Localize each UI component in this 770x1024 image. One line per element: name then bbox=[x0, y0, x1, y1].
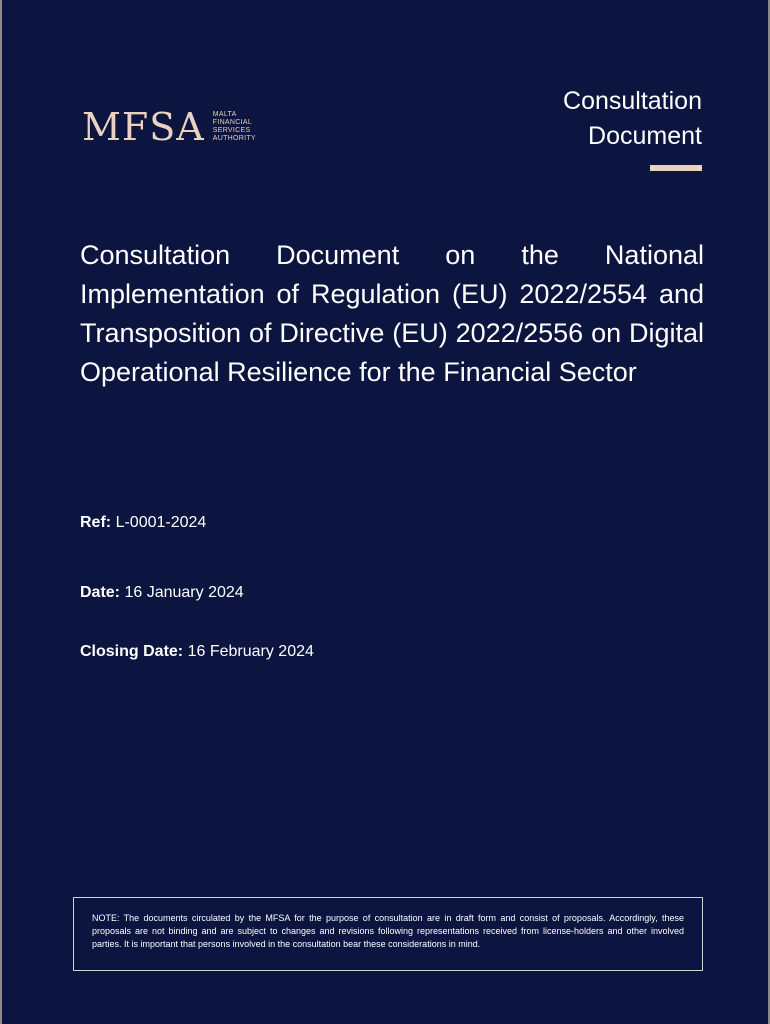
mfsa-logo bbox=[82, 105, 256, 149]
document-type-heading bbox=[563, 84, 702, 154]
closing-date-line bbox=[80, 643, 314, 661]
cover-page bbox=[2, 0, 768, 1024]
logo-subtitle-line: AUTHORITY bbox=[212, 135, 256, 142]
disclaimer-note-box bbox=[73, 897, 703, 971]
reference-label: Ref: bbox=[80, 514, 112, 531]
logo-subtitle-line: MALTA bbox=[212, 111, 237, 118]
accent-divider bbox=[650, 165, 702, 171]
logo-wordmark: MFSA bbox=[82, 105, 205, 149]
closing-date-label: Closing Date: bbox=[80, 643, 184, 660]
reference-line bbox=[80, 514, 206, 532]
logo-subtitle-line: SERVICES bbox=[212, 127, 251, 134]
document-type-line1: Consultation bbox=[563, 87, 702, 115]
date-line bbox=[80, 584, 244, 602]
closing-date-value: 16 February 2024 bbox=[187, 643, 314, 660]
logo-subtitle-line: FINANCIAL bbox=[212, 119, 253, 126]
date-label: Date: bbox=[80, 584, 121, 601]
document-type-line2: Document bbox=[588, 122, 702, 150]
date-value: 16 January 2024 bbox=[124, 584, 244, 601]
document-title: Consultation Document on the National Implementation of Regulation (EU) 2022/2554 and Transposition of Directive (EU) 2022/2556 on Digital Operational Resilience for the Financial Sector bbox=[80, 240, 704, 387]
reference-value: L-0001-2024 bbox=[115, 514, 207, 531]
disclaimer-note-text: NOTE: The documents circulated by the MFSA for the purpose of consultation are in draft form and consist of proposals. Accordingly, these proposals are not binding and are subject to changes and revisions following representations received from license-holders and other involved parties. It is important that persons involved in the consultation bear these considerations in mind. bbox=[92, 913, 684, 949]
logo-subtitle bbox=[213, 111, 256, 143]
